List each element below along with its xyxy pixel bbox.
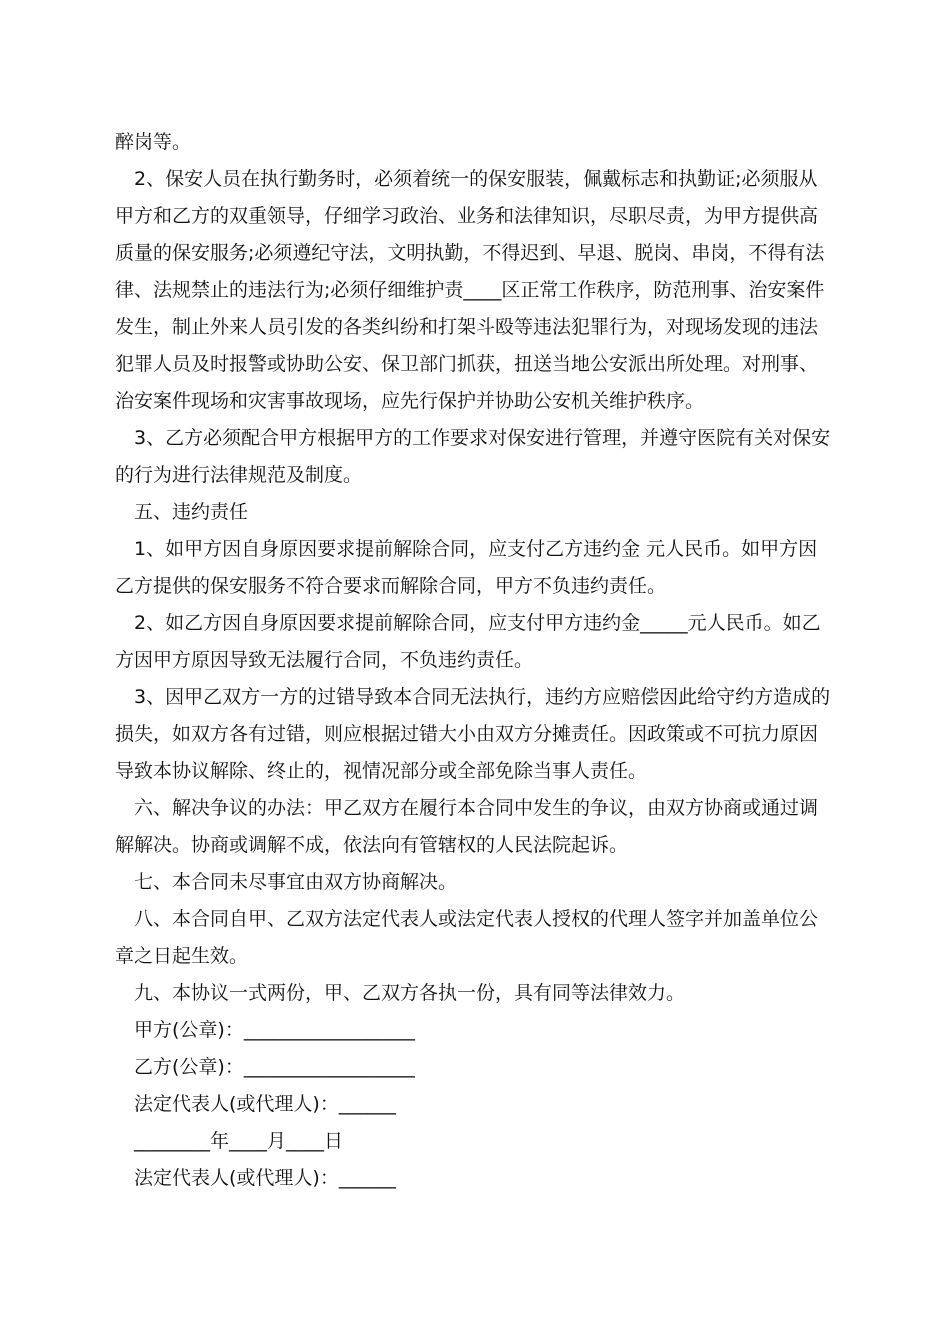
document-line: 解解决。协商或调解不成，依法向有管辖权的人民法院起诉。 bbox=[115, 834, 629, 856]
document-line: 2、保安人员在执行勤务时，必须着统一的保安服装，佩戴标志和执勤证;必须服从 bbox=[134, 168, 818, 190]
document-line: 甲方(公章)：__________________ bbox=[134, 1019, 415, 1041]
document-line: 醉岗等。 bbox=[115, 131, 192, 153]
document-line: 乙方(公章)：__________________ bbox=[134, 1056, 415, 1078]
document-line: 方因甲方原因导致无法履行合同，不负违约责任。 bbox=[115, 649, 534, 671]
document-line: 发生，制止外来人员引发的各类纠纷和打架斗殴等违法犯罪行为，对现场发现的违法 bbox=[115, 316, 819, 338]
document-line: 法定代表人(或代理人)：______ bbox=[134, 1167, 396, 1189]
document-line: 的行为进行法律规范及制度。 bbox=[115, 464, 363, 486]
document-body bbox=[115, 124, 837, 1197]
document-line: 律、法规禁止的违法行为;必须仔细维护责____区正常工作秩序，防范刑事、治安案件 bbox=[115, 279, 825, 301]
document-line: ________年____月____日 bbox=[134, 1130, 344, 1152]
document-line: 质量的保安服务;必须遵纪守法，文明执勤，不得迟到、早退、脱岗、串岗，不得有法 bbox=[115, 242, 825, 264]
document-line: 3、因甲乙双方一方的过错导致本合同无法执行，违约方应赔偿因此给守约方造成的 bbox=[134, 686, 831, 708]
document-line: 五、违约责任 bbox=[134, 501, 249, 523]
document-line: 七、本合同未尽事宜由双方协商解决。 bbox=[134, 871, 458, 893]
document-line: 1、如甲方因自身原因要求提前解除合同，应支付乙方违约金 元人民币。如甲方因 bbox=[134, 538, 818, 560]
document-line: 甲方和乙方的双重领导，仔细学习政治、业务和法律知识，尽职尽责，为甲方提供高 bbox=[115, 205, 819, 227]
document-line: 犯罪人员及时报警或协助公安、保卫部门抓获，扭送当地公安派出所处理。对刑事、 bbox=[115, 353, 819, 375]
document-line: 治安案件现场和灾害事故现场，应先行保护并协助公安机关维护秩序。 bbox=[115, 390, 705, 412]
document-line: 六、解决争议的办法：甲乙双方在履行本合同中发生的争议，由双方协商或通过调 bbox=[134, 797, 819, 819]
document-line: 损失，如双方各有过错，则应根据过错大小由双方分摊责任。因政策或不可抗力原因 bbox=[115, 723, 819, 745]
document-line: 2、如乙方因自身原因要求提前解除合同，应支付甲方违约金_____元人民币。如乙 bbox=[134, 612, 821, 634]
document-line: 3、乙方必须配合甲方根据甲方的工作要求对保安进行管理，并遵守医院有关对保安 bbox=[134, 427, 831, 449]
document-line: 九、本协议一式两份，甲、乙双方各执一份，具有同等法律效力。 bbox=[134, 982, 686, 1004]
document-line: 导致本协议解除、终止的，视情况部分或全部免除当事人责任。 bbox=[115, 760, 648, 782]
document-line: 乙方提供的保安服务不符合要求而解除合同，甲方不负违约责任。 bbox=[115, 575, 667, 597]
document-line: 法定代表人(或代理人)：______ bbox=[134, 1093, 396, 1115]
document-line: 章之日起生效。 bbox=[115, 945, 249, 967]
document-line: 八、本合同自甲、乙双方法定代表人或法定代表人授权的代理人签字并加盖单位公 bbox=[134, 908, 819, 930]
